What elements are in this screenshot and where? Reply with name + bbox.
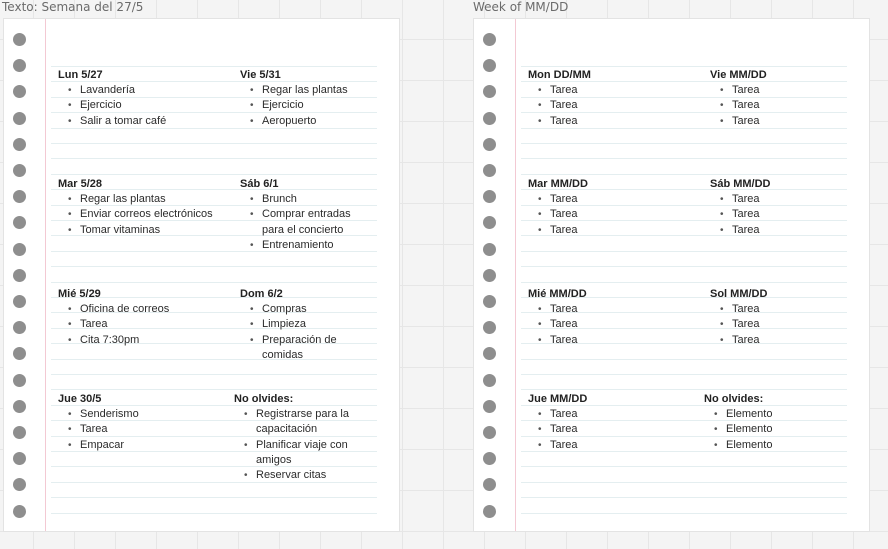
bullet-icon: • [250, 304, 254, 315]
binder-hole [483, 59, 496, 72]
bullet-icon: • [244, 470, 248, 482]
binder-hole [13, 164, 26, 177]
task-list [240, 302, 350, 363]
task-text: Tarea [732, 99, 760, 112]
task-item[interactable] [528, 114, 693, 129]
ruled-line [51, 143, 377, 144]
margin-line [515, 19, 516, 531]
ruled-line [51, 513, 377, 514]
task-item[interactable] [704, 438, 844, 453]
ruled-line [521, 282, 847, 283]
bullet-icon: • [250, 319, 254, 331]
task-item[interactable] [58, 83, 223, 98]
binder-hole [483, 374, 496, 387]
ruled-line [521, 497, 847, 498]
ruled-line [521, 482, 847, 483]
task-list [58, 407, 223, 453]
task-text: Salir a tomar café [80, 114, 167, 127]
task-item[interactable] [240, 207, 370, 238]
bullet-icon: • [68, 224, 72, 236]
day-title: Vie 5/31 [240, 69, 281, 81]
bullet-icon: • [68, 209, 72, 221]
day-block[interactable] [528, 392, 693, 453]
day-block[interactable] [528, 287, 693, 348]
day-block[interactable] [704, 392, 844, 453]
task-item[interactable] [710, 192, 840, 207]
bullet-icon: • [538, 304, 542, 315]
binder-hole [483, 216, 496, 229]
task-item[interactable] [58, 207, 223, 222]
task-list [58, 83, 223, 129]
bullet-icon: • [720, 209, 724, 221]
task-item[interactable] [710, 333, 840, 348]
task-list [710, 83, 840, 129]
task-item[interactable] [234, 468, 374, 483]
binder-hole [483, 85, 496, 98]
binder-hole [13, 321, 26, 334]
bullet-icon: • [250, 209, 254, 221]
task-item[interactable] [528, 422, 693, 437]
day-block[interactable] [240, 177, 370, 253]
task-item[interactable] [710, 302, 840, 317]
task-item[interactable] [58, 422, 223, 437]
task-text: Tarea [732, 223, 760, 236]
bullet-icon: • [714, 424, 718, 436]
binder-hole [483, 505, 496, 518]
task-item[interactable] [58, 407, 223, 422]
task-item[interactable] [528, 223, 693, 238]
bullet-icon: • [720, 304, 724, 315]
task-text: Senderismo [80, 408, 139, 420]
task-item[interactable] [240, 333, 350, 364]
task-item[interactable] [58, 223, 223, 238]
bullet-icon: • [720, 100, 724, 112]
notebook-sheet[interactable] [4, 19, 399, 531]
task-text: Tarea [732, 208, 760, 221]
binder-hole [13, 400, 26, 413]
task-text: Tarea [550, 408, 578, 420]
day-title: No olvides: [704, 393, 764, 405]
task-text: Tarea [550, 438, 578, 451]
bullet-icon: • [68, 194, 72, 205]
day-title: Mié MM/DD [528, 288, 587, 300]
binder-hole [13, 426, 26, 439]
binder-hole [483, 138, 496, 151]
bullet-icon: • [68, 424, 72, 436]
task-list [58, 192, 223, 238]
binder-hole [13, 59, 26, 72]
task-item[interactable] [528, 407, 693, 422]
day-title: Jue MM/DD [528, 393, 588, 405]
day-title: Sol MM/DD [710, 288, 768, 300]
bullet-icon: • [250, 239, 254, 251]
bullet-icon: • [68, 304, 72, 315]
bullet-icon: • [244, 439, 248, 451]
day-block[interactable] [58, 392, 223, 453]
task-text: Tarea [550, 84, 578, 96]
task-text: Tarea [550, 99, 578, 112]
day-title: Jue 30/5 [58, 393, 102, 405]
bullet-icon: • [720, 194, 724, 205]
ruled-line [521, 513, 847, 514]
bullet-icon: • [538, 409, 542, 420]
bullet-icon: • [538, 100, 542, 112]
task-text: Elemento [726, 423, 773, 436]
task-item[interactable] [58, 302, 223, 317]
bullet-icon: • [720, 85, 724, 96]
task-text: Regar las plantas [80, 193, 166, 205]
binder-hole [483, 190, 496, 203]
task-list [240, 192, 370, 253]
task-text: Entrenamiento [262, 238, 334, 251]
ruled-line [51, 266, 377, 267]
task-text: Lavandería [80, 84, 136, 96]
task-list [704, 407, 844, 453]
task-item[interactable] [58, 317, 223, 332]
ruled-line [521, 374, 847, 375]
day-title: Vie MM/DD [710, 69, 767, 81]
ruled-line [521, 251, 847, 252]
ruled-line [521, 143, 847, 144]
binder-hole [13, 33, 26, 46]
task-item[interactable] [240, 238, 370, 253]
task-item[interactable] [58, 333, 223, 348]
task-text: Tarea [550, 114, 578, 127]
task-item[interactable] [710, 98, 840, 113]
task-text: Compras [262, 303, 307, 315]
task-list [528, 302, 693, 348]
task-text: Ejercicio [80, 99, 122, 112]
ruled-line [521, 466, 847, 467]
task-item[interactable] [58, 98, 223, 113]
bullet-icon: • [720, 224, 724, 236]
task-text: Tomar vitaminas [80, 223, 161, 236]
bullet-icon: • [538, 424, 542, 436]
task-item[interactable] [704, 407, 844, 422]
day-block[interactable] [234, 392, 374, 483]
task-list [240, 83, 348, 129]
binder-hole [483, 400, 496, 413]
task-item[interactable] [528, 83, 693, 98]
task-item[interactable] [528, 207, 693, 222]
task-text: Planificar viaje con amigos [256, 438, 348, 466]
binder-hole [483, 269, 496, 282]
bullet-icon: • [538, 439, 542, 451]
bullet-icon: • [68, 409, 72, 420]
task-text: Tarea [80, 423, 108, 436]
ruled-line [51, 374, 377, 375]
bullet-icon: • [714, 409, 718, 420]
bullet-icon: • [720, 319, 724, 331]
task-text: Regar las plantas [262, 84, 348, 96]
binder-hole [483, 243, 496, 256]
task-text: Tarea [732, 303, 760, 315]
task-text: Brunch [262, 193, 297, 205]
task-list [234, 407, 374, 483]
day-title: No olvides: [234, 393, 294, 405]
binder-hole [483, 321, 496, 334]
binder-hole [13, 216, 26, 229]
day-block[interactable] [710, 177, 840, 238]
binder-hole [13, 478, 26, 491]
binder-hole [483, 112, 496, 125]
binder-hole [13, 190, 26, 203]
bullet-icon: • [538, 334, 542, 346]
task-text: Enviar correos electrónicos [80, 208, 213, 221]
task-text: Tarea [732, 333, 760, 346]
task-text: Tarea [732, 318, 760, 331]
task-item[interactable] [58, 114, 223, 129]
task-item[interactable] [528, 192, 693, 207]
ruled-line [51, 174, 377, 175]
binder-hole [13, 295, 26, 308]
bullet-icon: • [538, 115, 542, 127]
task-text: Preparación de comidas [262, 333, 337, 361]
bullet-icon: • [720, 115, 724, 127]
task-text: Elemento [726, 408, 773, 420]
day-block[interactable] [240, 287, 350, 363]
ruled-line [521, 158, 847, 159]
binder-hole [13, 138, 26, 151]
ruled-line [51, 497, 377, 498]
task-text: Empacar [80, 438, 125, 451]
ruled-line [521, 266, 847, 267]
task-text: Tarea [550, 208, 578, 221]
day-title: Dom 6/2 [240, 288, 283, 300]
task-item[interactable] [704, 422, 844, 437]
binder-hole [13, 85, 26, 98]
task-text: Tarea [732, 193, 760, 205]
day-block[interactable] [710, 68, 840, 129]
task-item[interactable] [528, 438, 693, 453]
bullet-icon: • [714, 439, 718, 451]
day-block[interactable] [58, 68, 223, 129]
bullet-icon: • [538, 224, 542, 236]
margin-line [45, 19, 46, 531]
binder-hole [483, 426, 496, 439]
bullet-icon: • [250, 85, 254, 96]
day-block[interactable] [528, 68, 693, 129]
task-item[interactable] [710, 223, 840, 238]
task-item[interactable] [710, 114, 840, 129]
task-text: Limpieza [262, 318, 307, 331]
task-item[interactable] [58, 192, 223, 207]
frame-label[interactable]: Texto: Semana del 27/5 [2, 0, 144, 14]
binder-hole [13, 347, 26, 360]
ruled-line [521, 174, 847, 175]
binder-hole [13, 374, 26, 387]
task-item[interactable] [710, 83, 840, 98]
task-text: Cita 7:30pm [80, 333, 140, 346]
bullet-icon: • [244, 409, 248, 420]
ruled-line [51, 282, 377, 283]
task-item[interactable] [528, 317, 693, 332]
bullet-icon: • [538, 319, 542, 331]
task-item[interactable] [240, 192, 370, 207]
task-list [528, 83, 693, 129]
task-text: Tarea [550, 223, 578, 236]
task-text: Tarea [732, 114, 760, 127]
task-item[interactable] [528, 333, 693, 348]
task-item[interactable] [710, 317, 840, 332]
task-list [58, 302, 223, 348]
bullet-icon: • [250, 334, 254, 346]
day-block[interactable] [58, 177, 223, 238]
task-text: Tarea [550, 333, 578, 346]
binder-hole [483, 347, 496, 360]
task-text: Elemento [726, 438, 773, 451]
notebook-sheet[interactable] [474, 19, 869, 531]
bullet-icon: • [538, 85, 542, 96]
task-text: Tarea [550, 303, 578, 315]
task-list [710, 302, 840, 348]
bullet-icon: • [68, 334, 72, 346]
day-block[interactable] [710, 287, 840, 348]
task-item[interactable] [528, 98, 693, 113]
task-text: Aeropuerto [262, 114, 317, 127]
task-text: Tarea [550, 423, 578, 436]
task-text: Comprar entradas para el concierto [262, 208, 351, 236]
task-list [710, 192, 840, 238]
task-text: Ejercicio [262, 99, 304, 112]
task-item[interactable] [58, 438, 223, 453]
day-block[interactable] [58, 287, 223, 348]
day-title: Mar 5/28 [58, 178, 103, 190]
bullet-icon: • [68, 85, 72, 96]
bullet-icon: • [68, 115, 72, 127]
binder-hole [483, 164, 496, 177]
ruled-line [51, 66, 377, 67]
ruled-line [521, 359, 847, 360]
task-item[interactable] [240, 317, 350, 332]
bullet-icon: • [538, 194, 542, 205]
task-text: Tarea [80, 318, 108, 331]
task-text: Tarea [550, 318, 578, 331]
task-item[interactable] [240, 302, 350, 317]
task-text: Registrarse para la capacitación [256, 408, 349, 436]
ruled-line [51, 158, 377, 159]
ruled-line [51, 389, 377, 390]
task-text: Tarea [550, 193, 578, 205]
bullet-icon: • [68, 319, 72, 331]
binder-hole [13, 452, 26, 465]
bullet-icon: • [538, 209, 542, 221]
task-item[interactable] [234, 407, 374, 438]
ruled-line [521, 66, 847, 67]
task-text: Reservar citas [256, 469, 327, 482]
task-text: Tarea [732, 84, 760, 96]
task-item[interactable] [234, 438, 374, 469]
binder-hole [13, 269, 26, 282]
task-item[interactable] [710, 207, 840, 222]
task-item[interactable] [240, 83, 348, 98]
task-text: Oficina de correos [80, 303, 170, 315]
ruled-line [521, 389, 847, 390]
bullet-icon: • [68, 100, 72, 112]
day-title: Sáb MM/DD [710, 178, 771, 190]
task-item[interactable] [240, 114, 348, 129]
task-list [528, 407, 693, 453]
day-block[interactable] [240, 68, 348, 129]
day-title: Mié 5/29 [58, 288, 101, 300]
task-list [528, 192, 693, 238]
bullet-icon: • [250, 194, 254, 205]
bullet-icon: • [68, 439, 72, 451]
day-title: Sáb 6/1 [240, 178, 279, 190]
binder-hole [483, 478, 496, 491]
binder-hole [13, 112, 26, 125]
day-title: Mar MM/DD [528, 178, 588, 190]
task-item[interactable] [528, 302, 693, 317]
bullet-icon: • [250, 115, 254, 127]
day-title: Mon DD/MM [528, 69, 591, 81]
bullet-icon: • [720, 334, 724, 346]
bullet-icon: • [250, 100, 254, 112]
binder-hole [483, 452, 496, 465]
frame-label[interactable]: Week of MM/DD [473, 0, 569, 14]
binder-hole [483, 295, 496, 308]
binder-hole [13, 505, 26, 518]
binder-hole [483, 33, 496, 46]
day-block[interactable] [528, 177, 693, 238]
day-title: Lun 5/27 [58, 69, 103, 81]
binder-hole [13, 243, 26, 256]
task-item[interactable] [240, 98, 348, 113]
